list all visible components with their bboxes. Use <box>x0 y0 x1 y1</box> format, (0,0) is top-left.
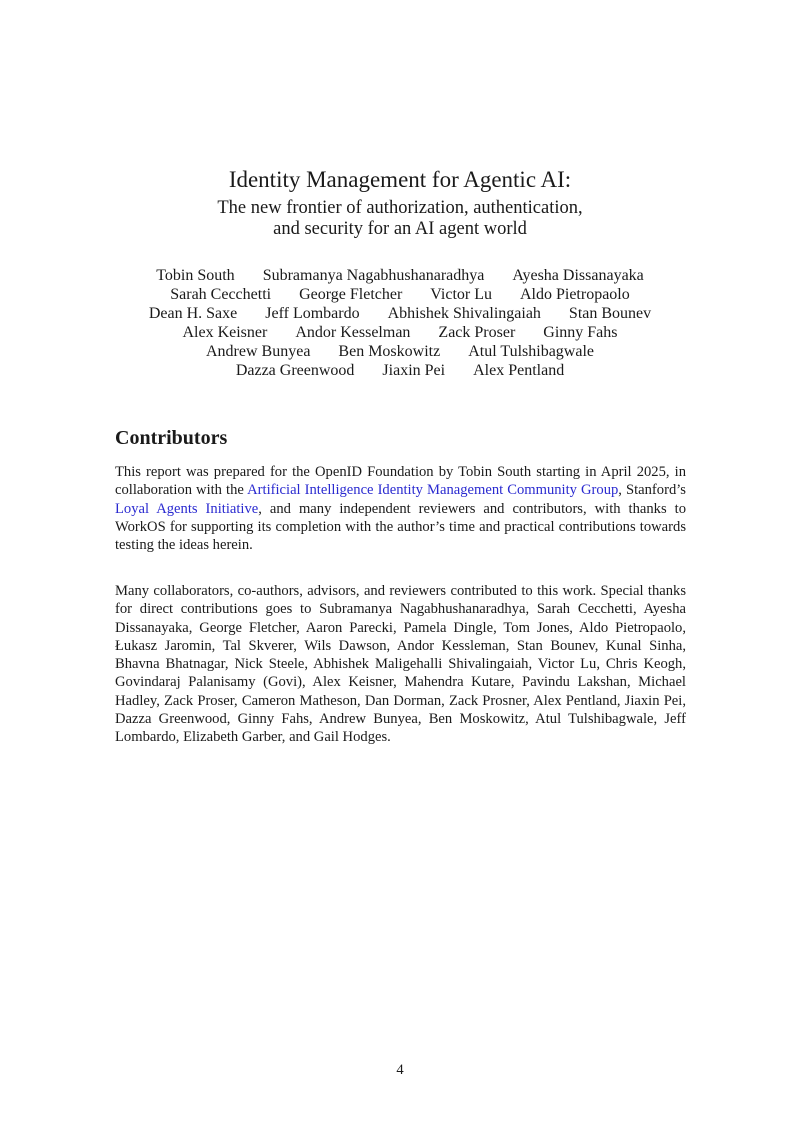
paragraph-text: This report was prepared for the OpenID Foundation by Tobin South starting in April 2025, in collaboration with the <box>115 464 686 499</box>
author-line <box>100 285 700 304</box>
title-block <box>100 166 700 240</box>
author-name: Jiaxin Pei <box>382 362 446 379</box>
paper-subtitle <box>100 198 700 240</box>
author-line <box>100 304 700 323</box>
ai-identity-community-group-link[interactable]: Artificial Intelligence Identity Management Community Group <box>247 482 619 499</box>
paper-title: Identity Management for Agentic AI: <box>228 167 572 192</box>
author-name: Abhishek Shivalingaiah <box>387 305 541 322</box>
author-line <box>100 323 700 342</box>
author-name: Ben Moskowitz <box>338 343 441 360</box>
paragraph-text: , Stanford’s <box>618 482 686 499</box>
paper-subtitle-line-2: and security for an AI agent world <box>273 219 527 239</box>
loyal-agents-initiative-link[interactable]: Loyal Agents Initiative <box>115 500 259 517</box>
author-name: Alex Keisner <box>182 324 268 341</box>
author-name: Ayesha Dissanayaka <box>512 267 644 284</box>
author-name: Victor Lu <box>430 286 492 303</box>
paper-subtitle-line-1: The new frontier of authorization, authentication, <box>217 198 583 218</box>
author-name: Andor Kesselman <box>295 324 411 341</box>
author-name: Dean H. Saxe <box>148 305 238 322</box>
author-name: Sarah Cecchetti <box>170 286 272 303</box>
author-line <box>100 266 700 285</box>
author-name: Stan Bounev <box>568 305 652 322</box>
author-list <box>100 266 700 380</box>
author-name: Aldo Pietropaolo <box>519 286 630 303</box>
paragraph-text: , and many independent reviewers and contributors, with thanks to WorkOS for supporting its completion with the author’s time and practical contributions towards testing the ideas herein. <box>115 500 686 554</box>
author-name: Tobin South <box>156 267 235 284</box>
author-name: Jeff Lombardo <box>265 305 360 322</box>
author-name: Atul Tulshibagwale <box>468 343 594 360</box>
author-line <box>100 342 700 361</box>
author-name: George Fletcher <box>299 286 403 303</box>
author-name: Alex Pentland <box>473 362 565 379</box>
contributors-paragraph-1 <box>115 463 686 554</box>
page-number: 4 <box>396 1062 404 1078</box>
author-name: Dazza Greenwood <box>235 362 355 379</box>
author-name: Andrew Bunyea <box>206 343 311 360</box>
author-name: Ginny Fahs <box>543 324 618 341</box>
contributors-heading: Contributors <box>115 427 228 449</box>
author-name: Subramanya Nagabhushanaradhya <box>262 267 485 284</box>
contributors-paragraph-2: Many collaborators, co-authors, advisors, and reviewers contributed to this work. Special thanks for direct contributions goes to Subramanya Nagabhushanaradhya, Sarah Cecchetti, Ayesha Dissanayaka, George Fletcher, Aaron Parecki, Pamela Dingle, Tom Jones, Aldo Pietropaolo, Łukasz Jaromin, Tal Skverer, Wils Dawson, Andor Kessleman, Stan Bounev, Kunal Sinha, Bhavna Bhatnagar, Nick Steele, Abhishek Maligehalli Shivalingaiah, Victor Lu, Chris Keogh, Govindaraj Palanisamy (Govi), Alex Keisner, Mahendra Kutare, Pavindu Lakshan, Michael Hadley, Zack Proser, Cameron Matheson, Dan Dorman, Zack Prosner, Alex Pentland, Jiaxin Pei, Dazza Greenwood, Ginny Fahs, Andrew Bunyea, Ben Moskowitz, Atul Tulshibagwale, Jeff Lombardo, Elizabeth Garber, and Gail Hodges. <box>115 583 686 746</box>
author-line <box>100 361 700 380</box>
author-name: Zack Proser <box>438 324 516 341</box>
